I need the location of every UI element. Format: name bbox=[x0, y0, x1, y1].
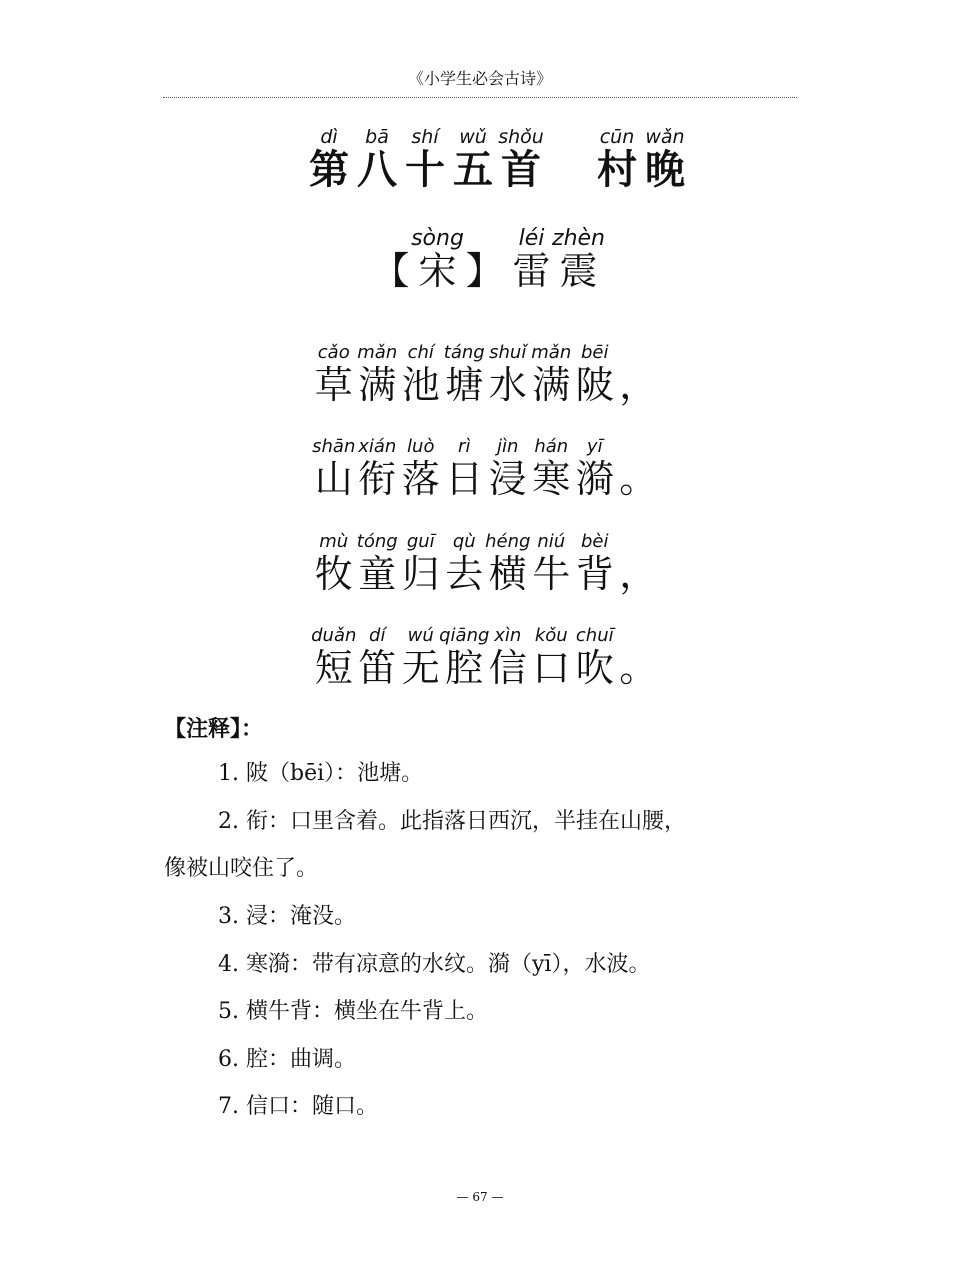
pinyin: sòng bbox=[411, 226, 464, 251]
pinyin: bèi bbox=[580, 531, 609, 552]
hanzi: 浸 bbox=[488, 457, 527, 501]
hanzi: 寒 bbox=[532, 457, 571, 501]
character-with-pinyin bbox=[399, 340, 443, 407]
character-with-pinyin bbox=[312, 434, 356, 501]
hanzi: 雷 bbox=[512, 249, 551, 293]
character-with-pinyin bbox=[617, 434, 661, 501]
hanzi: 漪 bbox=[575, 457, 614, 501]
pinyin: hán bbox=[534, 436, 569, 457]
character-with-pinyin bbox=[530, 529, 574, 596]
hanzi: 十 bbox=[405, 147, 445, 193]
character-with-pinyin bbox=[353, 124, 401, 193]
pinyin: bēi bbox=[580, 342, 609, 363]
poem-line-4 bbox=[311, 623, 660, 690]
pinyin: xìn bbox=[494, 625, 522, 646]
pinyin: cūn bbox=[599, 126, 635, 148]
pinyin: luò bbox=[407, 436, 435, 457]
character-with-pinyin bbox=[311, 623, 357, 690]
hanzi: 信 bbox=[488, 646, 527, 690]
character-with-pinyin bbox=[411, 226, 464, 293]
hanzi: 短 bbox=[314, 646, 353, 690]
note-item: 4. 寒漪：带有凉意的水纹。漪（yī），水波。 bbox=[218, 952, 651, 977]
poem-title bbox=[305, 124, 689, 193]
hanzi: 满 bbox=[358, 363, 397, 407]
character-with-pinyin bbox=[486, 340, 530, 407]
character-with-pinyin bbox=[593, 124, 641, 193]
pinyin: guī bbox=[406, 531, 435, 552]
character-with-pinyin bbox=[573, 623, 617, 690]
pinyin: niú bbox=[537, 531, 566, 552]
hanzi: 去 bbox=[445, 552, 484, 596]
hanzi: 震 bbox=[559, 249, 598, 293]
hanzi: 第 bbox=[309, 147, 349, 193]
character-with-pinyin bbox=[508, 226, 555, 293]
character-with-pinyin bbox=[573, 340, 617, 407]
pinyin: wú bbox=[407, 625, 434, 646]
hanzi: 【 bbox=[371, 249, 410, 293]
note-item: 3. 浸：淹没。 bbox=[218, 904, 356, 929]
pinyin: wǔ bbox=[459, 126, 487, 148]
character-with-pinyin bbox=[312, 340, 356, 407]
character-with-pinyin bbox=[399, 434, 443, 501]
hanzi: 衔 bbox=[358, 457, 397, 501]
hanzi: 池 bbox=[401, 363, 440, 407]
note-item: 5. 横牛背：横坐在牛背上。 bbox=[218, 999, 488, 1024]
pinyin: duǎn bbox=[311, 625, 357, 646]
pinyin: tóng bbox=[356, 531, 398, 552]
character-with-pinyin bbox=[486, 434, 530, 501]
character-with-pinyin bbox=[573, 529, 617, 596]
pinyin: xián bbox=[358, 436, 397, 457]
pinyin: bā bbox=[365, 126, 389, 148]
pinyin: mǎn bbox=[531, 342, 572, 363]
pinyin: léi bbox=[518, 226, 545, 251]
pinyin: shuǐ bbox=[489, 342, 527, 363]
hanzi: 牧 bbox=[314, 552, 353, 596]
character-with-pinyin bbox=[486, 623, 530, 690]
hanzi: 牛 bbox=[532, 552, 571, 596]
notes-heading: 【注释】： bbox=[164, 717, 264, 742]
character-with-pinyin bbox=[552, 226, 605, 293]
pinyin: shān bbox=[312, 436, 356, 457]
character-with-pinyin bbox=[401, 124, 449, 193]
character-with-pinyin bbox=[356, 340, 400, 407]
character-with-pinyin bbox=[641, 124, 689, 193]
character-with-pinyin bbox=[312, 529, 356, 596]
hanzi: 满 bbox=[532, 363, 571, 407]
pinyin: cǎo bbox=[317, 342, 350, 363]
pinyin: jìn bbox=[497, 436, 519, 457]
hanzi: 日 bbox=[445, 457, 484, 501]
character-with-pinyin bbox=[617, 340, 661, 407]
page-number: — 67 — bbox=[456, 1190, 504, 1204]
character-with-pinyin bbox=[399, 529, 443, 596]
hanzi: 五 bbox=[453, 147, 493, 193]
character-with-pinyin bbox=[573, 434, 617, 501]
hanzi: 晚 bbox=[645, 147, 685, 193]
character-with-pinyin bbox=[356, 623, 400, 690]
character-with-pinyin bbox=[617, 529, 661, 596]
hanzi: 背 bbox=[575, 552, 614, 596]
pinyin: qù bbox=[452, 531, 476, 552]
character-with-pinyin bbox=[367, 226, 414, 293]
character-with-pinyin bbox=[497, 124, 545, 193]
hanzi: 吹 bbox=[575, 646, 614, 690]
note-item: 1. 陂（bēi）：池塘。 bbox=[218, 761, 424, 786]
hanzi: 陂 bbox=[575, 363, 614, 407]
pinyin: chuī bbox=[575, 625, 614, 646]
character-with-pinyin bbox=[399, 623, 443, 690]
hanzi: 村 bbox=[597, 147, 637, 193]
hanzi: 笛 bbox=[358, 646, 397, 690]
character-with-pinyin bbox=[530, 623, 574, 690]
pinyin: qiāng bbox=[439, 625, 490, 646]
pinyin: yī bbox=[586, 436, 603, 457]
pinyin: rì bbox=[458, 436, 471, 457]
hanzi: 山 bbox=[314, 457, 353, 501]
character-with-pinyin bbox=[443, 434, 487, 501]
note-item-continued: 像被山咬住了。 bbox=[164, 856, 319, 881]
poem-line-2 bbox=[312, 434, 660, 501]
hanzi: 八 bbox=[357, 147, 397, 193]
character-with-pinyin bbox=[443, 340, 487, 407]
character-with-pinyin bbox=[461, 226, 508, 293]
hanzi: 首 bbox=[501, 147, 541, 193]
hanzi: 落 bbox=[401, 457, 440, 501]
pinyin: mù bbox=[319, 531, 349, 552]
character-with-pinyin bbox=[485, 529, 531, 596]
poem-line-3 bbox=[312, 529, 660, 596]
character-with-pinyin bbox=[449, 124, 497, 193]
poem-line-1 bbox=[312, 340, 660, 407]
pinyin: táng bbox=[443, 342, 485, 363]
hanzi: 宋 bbox=[418, 249, 457, 293]
hanzi: 横 bbox=[488, 552, 527, 596]
poem-author bbox=[367, 226, 605, 293]
pinyin: shí bbox=[411, 126, 439, 148]
hanzi: 归 bbox=[401, 552, 440, 596]
hanzi: 口 bbox=[532, 646, 571, 690]
character-with-pinyin bbox=[530, 340, 574, 407]
hanzi: 腔 bbox=[445, 646, 484, 690]
pinyin: dì bbox=[320, 126, 338, 148]
hanzi: ， bbox=[619, 363, 658, 407]
hanzi: 】 bbox=[465, 249, 504, 293]
hanzi: 塘 bbox=[445, 363, 484, 407]
character-with-pinyin bbox=[305, 124, 353, 193]
character-with-pinyin bbox=[443, 529, 487, 596]
book-header: 《小学生必会古诗》 bbox=[163, 66, 797, 98]
pinyin: chí bbox=[407, 342, 434, 363]
pinyin: dí bbox=[369, 625, 386, 646]
pinyin: mǎn bbox=[357, 342, 398, 363]
character-with-pinyin bbox=[356, 434, 400, 501]
note-item: 7. 信口：随口。 bbox=[218, 1094, 378, 1119]
hanzi: 无 bbox=[401, 646, 440, 690]
pinyin: wǎn bbox=[645, 126, 685, 148]
pinyin: shǒu bbox=[498, 126, 544, 148]
hanzi: 。 bbox=[619, 646, 658, 690]
hanzi: 水 bbox=[488, 363, 527, 407]
pinyin: kǒu bbox=[534, 625, 568, 646]
pinyin: héng bbox=[485, 531, 531, 552]
hanzi: ， bbox=[619, 552, 658, 596]
note-item: 2. 衔：口里含着。此指落日西沉，半挂在山腰， bbox=[218, 809, 686, 834]
note-item: 6. 腔：曲调。 bbox=[218, 1047, 356, 1072]
character-with-pinyin bbox=[617, 623, 661, 690]
character-with-pinyin bbox=[356, 529, 400, 596]
character-with-pinyin bbox=[545, 164, 593, 190]
hanzi: 童 bbox=[358, 552, 397, 596]
character-with-pinyin bbox=[439, 623, 490, 690]
pinyin: zhèn bbox=[552, 226, 605, 251]
character-with-pinyin bbox=[530, 434, 574, 501]
hanzi: 。 bbox=[619, 457, 658, 501]
hanzi: 草 bbox=[314, 363, 353, 407]
